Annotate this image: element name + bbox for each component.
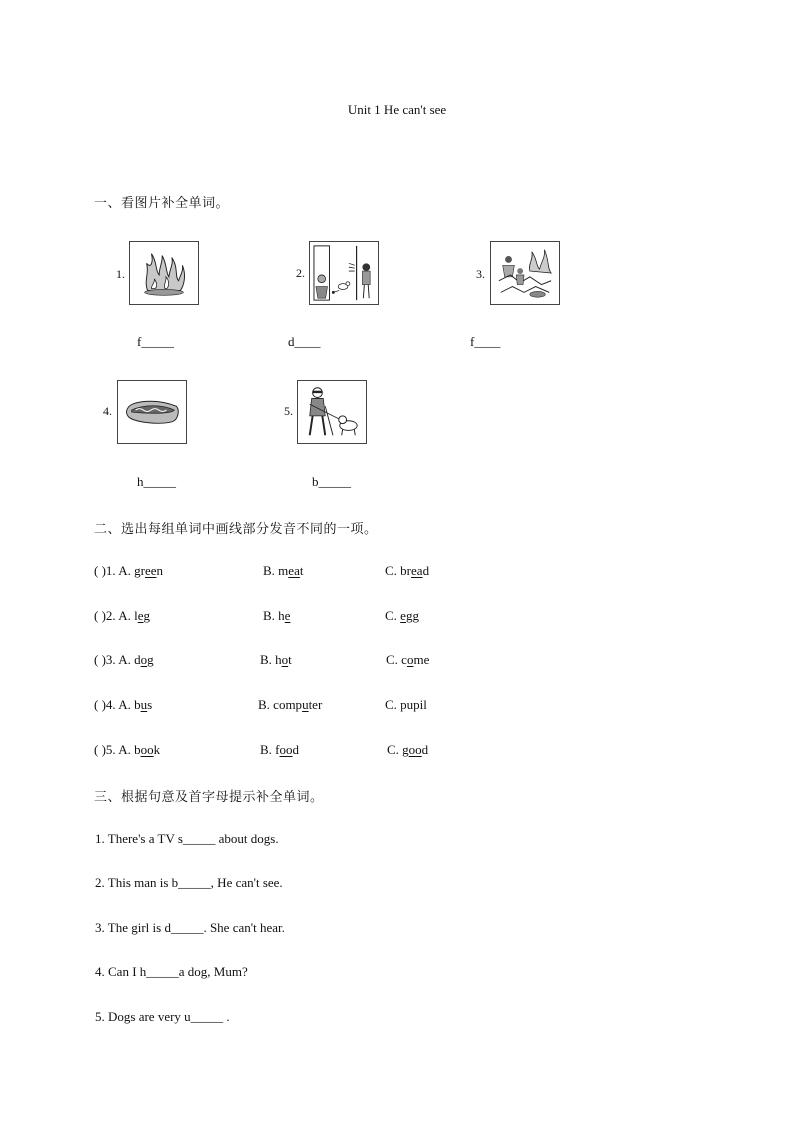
option-b-part: h <box>278 608 285 623</box>
option-b-underline: e <box>284 608 291 623</box>
item2-answer: d____ <box>288 334 321 349</box>
option-a-part: k <box>153 742 161 757</box>
option-c-part: br <box>400 563 412 578</box>
option-b-part: comp <box>273 697 303 712</box>
question-row-3 <box>94 652 154 668</box>
option-b-label: B. <box>260 742 276 757</box>
option-a-part: n <box>156 563 163 578</box>
option-b-part: f <box>275 742 280 757</box>
forest-fire-icon <box>490 241 560 305</box>
question-1-option-c <box>385 563 429 579</box>
option-b-label: B. <box>260 652 276 667</box>
question-1-option-b <box>263 563 303 579</box>
blind-man-dog-icon <box>297 380 367 444</box>
question-4-option-c <box>385 697 427 713</box>
question-3-option-c <box>386 652 429 668</box>
item2-number: 2. <box>296 266 305 280</box>
option-a-underline: u <box>140 697 148 712</box>
sentence-3: 3. The girl is d_____. She can't hear. <box>95 920 285 935</box>
option-c-part: d <box>422 563 430 578</box>
option-b-underline: oo <box>279 742 293 757</box>
option-b-part: t <box>288 652 292 667</box>
sentence-2: 2. This man is b_____, He can't see. <box>95 875 283 890</box>
question-3-prefix: ( )3. A. <box>94 652 135 667</box>
section3-heading: 三、根据句意及首字母提示补全单词。 <box>94 790 324 805</box>
option-b-part: ter <box>308 697 323 712</box>
option-b-underline: ea <box>288 563 300 578</box>
question-row-4 <box>94 697 152 713</box>
option-c-underline: o <box>406 652 414 667</box>
hot-dog-icon <box>117 380 187 444</box>
sentence-1: 1. There's a TV s_____ about dogs. <box>95 831 279 846</box>
option-c-underline: ea <box>411 563 423 578</box>
option-b-part: m <box>278 563 289 578</box>
option-c-label: C. <box>387 742 403 757</box>
item4-answer: h_____ <box>137 474 176 489</box>
option-a-part: s <box>147 697 153 712</box>
item3-answer: f____ <box>470 334 501 349</box>
question-row-2 <box>94 608 150 624</box>
option-b-underline: u <box>302 697 309 712</box>
item5-number: 5. <box>284 404 293 418</box>
door-dog-icon <box>309 241 379 305</box>
option-c-label: C. <box>385 608 401 623</box>
item5-answer: b_____ <box>312 474 351 489</box>
option-b-label: B. <box>263 563 279 578</box>
question-2-option-c <box>385 608 419 624</box>
option-b-label: B. <box>258 697 274 712</box>
question-5-option-c <box>387 742 428 758</box>
option-b-part: t <box>299 563 304 578</box>
option-c-part: c <box>401 652 407 667</box>
item3-number: 3. <box>476 267 485 281</box>
sentence-5: 5. Dogs are very u_____ . <box>95 1009 230 1024</box>
option-a-part: b <box>134 697 141 712</box>
option-c-label: C. <box>386 652 402 667</box>
option-a-underline: e <box>137 608 144 623</box>
fire-icon <box>129 241 199 305</box>
item1-number: 1. <box>116 267 125 281</box>
question-row-1 <box>94 563 163 579</box>
option-c-part: gg <box>405 608 419 623</box>
option-c-part: d <box>421 742 429 757</box>
question-5-prefix: ( )5. A. <box>94 742 135 757</box>
question-2-option-b <box>263 608 290 624</box>
option-c-part: pil <box>413 697 427 712</box>
question-2-prefix: ( )2. A. <box>94 608 135 623</box>
item4-number: 4. <box>103 404 112 418</box>
item1-answer: f_____ <box>137 334 174 349</box>
option-b-part: h <box>275 652 282 667</box>
option-b-underline: o <box>281 652 289 667</box>
option-a-part: b <box>134 742 141 757</box>
option-a-part: d <box>134 652 141 667</box>
option-c-label: C. <box>385 563 401 578</box>
option-a-part: g <box>147 652 154 667</box>
option-c-part: u <box>406 697 414 712</box>
question-5-option-b <box>260 742 299 758</box>
option-a-underline: oo <box>140 742 154 757</box>
section2-heading: 二、选出每组单词中画线部分发音不同的一项。 <box>94 522 378 537</box>
option-a-part: gr <box>134 563 145 578</box>
option-b-part: d <box>292 742 300 757</box>
option-c-part: p <box>400 697 407 712</box>
option-c-part: me <box>413 652 430 667</box>
option-c-underline: e <box>400 608 406 623</box>
question-row-5 <box>94 742 160 758</box>
section1-heading: 一、看图片补全单词。 <box>94 196 230 211</box>
sentence-4: 4. Can I h_____a dog, Mum? <box>95 964 248 979</box>
option-c-part: g <box>402 742 409 757</box>
option-a-underline: o <box>140 652 148 667</box>
page-title: Unit 1 He can't see <box>347 102 447 117</box>
option-c-label: C. <box>385 697 401 712</box>
question-3-option-b <box>260 652 292 668</box>
question-1-prefix: ( )1. A. <box>94 563 135 578</box>
question-4-prefix: ( )4. A. <box>94 697 135 712</box>
question-4-option-b <box>258 697 322 713</box>
option-b-label: B. <box>263 608 279 623</box>
option-a-underline: ee <box>144 563 157 578</box>
option-c-underline: oo <box>408 742 422 757</box>
option-a-part: g <box>143 608 150 623</box>
option-a-part: l <box>134 608 138 623</box>
